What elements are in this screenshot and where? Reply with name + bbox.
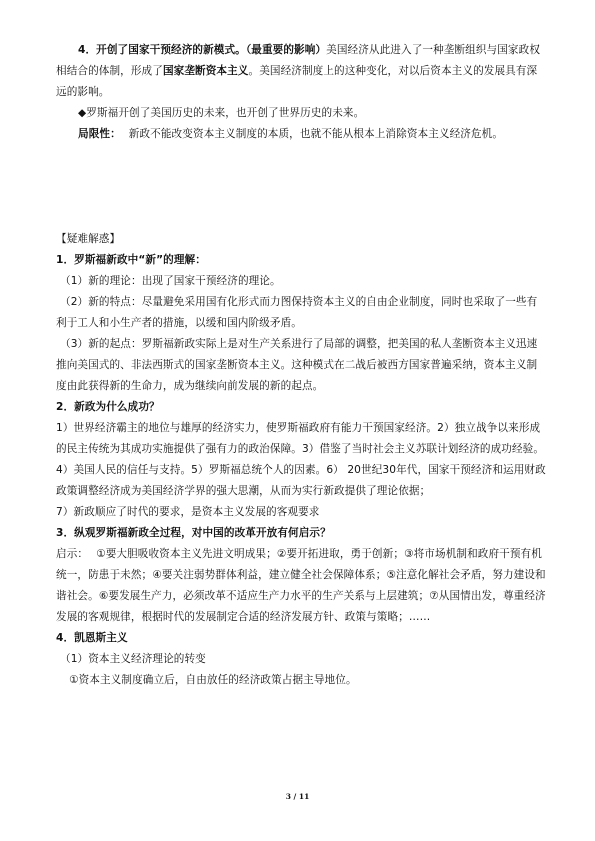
faq-q3-label: 启示： [56, 548, 89, 560]
impact-item-4-emphasis: （最重要的影响） [245, 44, 327, 56]
section-impact [56, 40, 546, 145]
impact-item-4 [56, 40, 546, 103]
faq-q3-title: 3．纵观罗斯福新政全过程，对中国的改革开放有何启示？ [56, 527, 331, 539]
impact-item-4-text-2: 。美国经济制度上的这种变化，对以后资本主义的发展具有深远的影响。 [56, 65, 538, 98]
faq-q1-title: 1．罗斯福新政中“新”的理解： [56, 254, 206, 266]
faq-q3-text: ①要大胆吸收资本主义先进文明成果；②要开拓进取，勇于创新；③将市场机制和政府干预有机统一，防患于未然；④要关注弱势群体利益，建立健全社会保障体系；⑤注意化解社会矛盾，努力建设和谐社会。⑥要发展生产力，必须改革不适应生产力水平的生产关系与上层建筑；⑦从国情出发，尊重经济发展的客观规律，根据时代的发展制定合适的经济发展方针、政策与策略；…… [56, 548, 546, 623]
faq-q1-point-1: （1）新的理论：出现了国家干预经济的理论。 [60, 275, 281, 287]
faq-q1-point-2: （2）新的特点：尽量避免采用国有化形式而力图保持资本主义的自由企业制度，同时也采取了一些有利于工人和小生产者的措施，以缓和国内阶级矛盾。 [56, 296, 538, 329]
faq-q1-point-3: （3）新的起点：罗斯福新政实际上是对生产关系进行了局部的调整，把美国的私人垄断资本主义迅速推向美国式的、非法西斯式的国家垄断资本主义。这种模式在二战后被西方国家普遍采纳，资本主义制度由此获得新的生命力，成为继续向前发展的新的起点。 [56, 338, 538, 392]
faq-q2-title: 2．新政为什么成功？ [56, 401, 160, 413]
faq-q4-point-1: （1）资本主义经济理论的转变 [60, 653, 206, 665]
faq-q2-point-3: 7）新政顺应了时代的要求，是资本主义发展的客观要求 [56, 506, 320, 518]
faq-q2-point-2: 4）美国人民的信任与支持。5）罗斯福总统个人的因素。6） 20世纪30年代，国家干预经济和运用财政政策调整经济成为美国经济学界的强大思潮，从而为实行新政提供了理论依据； [56, 464, 546, 497]
section-faq [56, 229, 546, 691]
limitation-text: 新政不能改变资本主义制度的本质，也就不能从根本上消除资本主义经济危机。 [128, 128, 504, 140]
faq-header: 【疑难解惑】 [56, 233, 121, 245]
faq-q4-point-2: ①资本主义制度确立后，自由放任的经济政策占据主导地位。 [69, 674, 357, 686]
limitation-label: 局限性： [78, 128, 121, 140]
page-number: 3 / 11 [285, 792, 310, 801]
faq-q4-title: 4．凯恩斯主义 [56, 632, 128, 644]
faq-q2-point-1: 1）世界经济霸主的地位与雄厚的经济实力，使罗斯福政府有能力干预国家经济。2）独立战争以来形成的民主传统为其成功实施提供了强有力的政治保障。3）借鉴了当时社会主义苏联计划经济的成功经验。 [56, 422, 545, 455]
faq-q3-answer [56, 544, 546, 628]
impact-item-4-title: 4．开创了国家干预经济的新模式。 [78, 44, 246, 56]
impact-item-4-text-1: 美国经济从此进入了一种垄断组织与国家政权相结合的体制，形成了 [56, 44, 541, 77]
limitation-paragraph [56, 124, 546, 145]
impact-item-4-bold-term: 国家垄断资本主义 [162, 65, 249, 77]
diamond-note: ◆罗斯福开创了美国历史的未来，也开创了世界历史的未来。 [78, 107, 365, 119]
